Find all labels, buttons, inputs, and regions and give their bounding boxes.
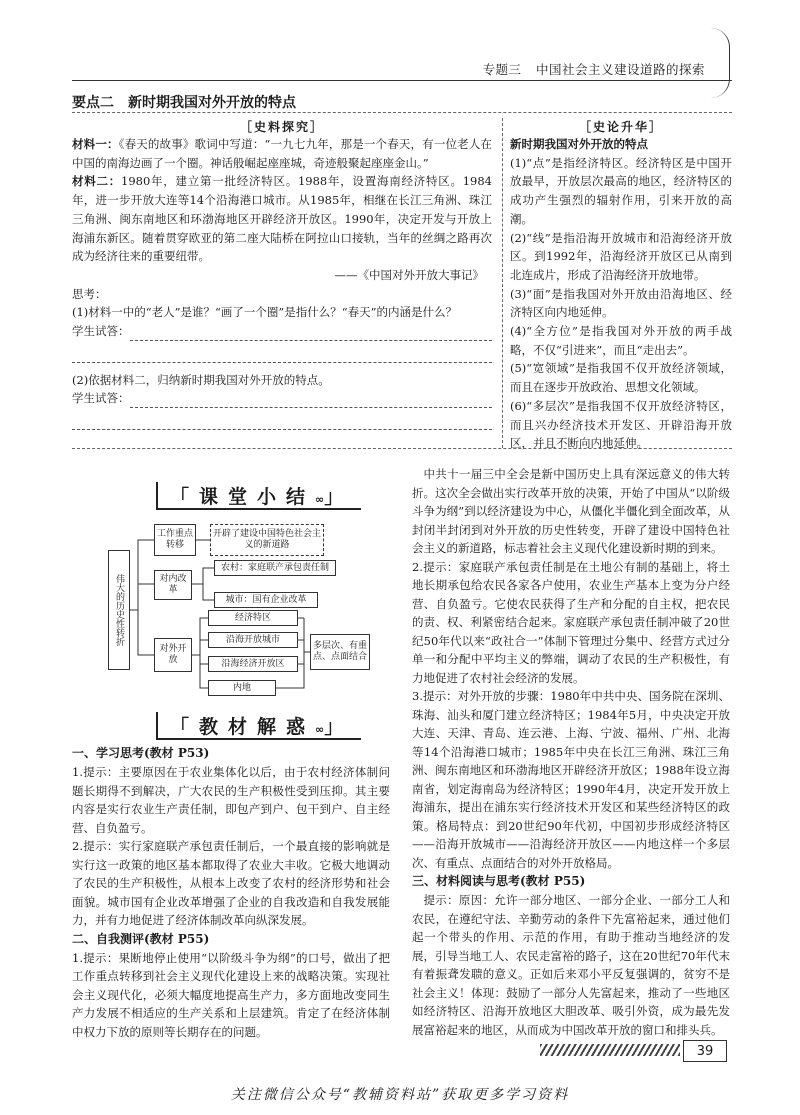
answer-text: 2.提示：实行家庭联产承包责任制后，一个最直接的影响就是实行这一政策的地区基本都取得了农业大丰收。它极大地调动了农民的生产积极性，从根本上改变了农村的经济形势和社会面貌。城市国有企业改革增强了企业的自我改造和自我发展能力，并有力地促进了经济体制改革向纵深发展。 xyxy=(72,839,390,927)
question-one: (1)材料一中的“老人”是谁？“画了一个圈”是指什么？“春天”的内涵是什么？ xyxy=(72,305,458,320)
list-item: (2)“线”是指沿海开放城市和沿海经济开放区。到1992年，沿海经济开放区已从南到北连成片，形成了沿海经济开放地带。 xyxy=(510,230,732,282)
source-analysis-panel xyxy=(72,118,492,430)
answer-label: 学生试答： xyxy=(72,324,130,339)
rural-node: 农村：家庭联产承包责任制 xyxy=(214,560,336,576)
external-node: 对外开放 xyxy=(154,638,192,672)
answer-text: 提示：原因：允许一部分地区、一部分企业、一部分工人和农民，在遵纪守法、辛勤劳动的条件下先富裕起来，通过他们起一个带头的作用、示范的作用，有助于推动当地经济的发展，引导当地工人、农民走富裕的路子，这在20世纪70年代末有着振聋发聩的意义。正如后来邓小平反复强调的，贫穷不是社会主义！体现：鼓励了一部分人先富起来，推动了一些地区如经济特区、沿海开放地区大胆改革、吸引外资，成为最先发展富裕起来的地区，从而成为中国改革开放的窗口和排头兵。 xyxy=(412,893,730,1037)
header-bracket xyxy=(711,28,730,98)
material-one: 《春天的故事》歌词中写道：“一九七九年，那是一个春天，有一位老人在中国的南海边画了一个圈。神话般崛起座座城，奇迹般聚起座座金山。” xyxy=(72,137,492,170)
footer-note: 关注微信公众号“教辅资料站”获取更多学习资料 xyxy=(230,1087,570,1103)
header-title: 中国社会主义建设道路的探索 xyxy=(535,62,705,77)
textbook-right-column xyxy=(412,465,730,1039)
answer-row xyxy=(72,322,492,341)
level-node: 沿海开放城市 xyxy=(208,632,298,648)
answer-input[interactable] xyxy=(130,392,493,408)
urban-node: 城市：国有企业改革 xyxy=(214,592,318,608)
answer-text: 1.提示：主要原因在于农业集体化以后，由于农村经济体制问题长期得不到解决，广大农民的生产积极性受到压抑。其主要内容是实行农业生产责任制，即包产到户、包干到户、自主经营、自负盈亏。 xyxy=(72,765,390,835)
answer-text: 1.提示：果断地停止使用“以阶级斗争为纲”的口号，做出了把工作重点转移到社会主义现代化建设上来的战略决策。实现社会主义现代化，必须大幅度地提高生产力，多方面地改变同生产力发展不相适应的生产关系和上层建筑。肯定了在经济体制中权力下放的原则等长期存在的问题。 xyxy=(72,950,390,1039)
section-title: 二、自我测评(教材 P55) xyxy=(72,931,210,946)
textbook-banner: 「教材解惑∞」 xyxy=(156,712,361,740)
column-divider xyxy=(502,118,503,448)
panel-title: 新时期我国对外开放的特点 xyxy=(510,137,648,151)
panel-heading: ［史料探究］ xyxy=(239,120,324,134)
material-label: 材料二： xyxy=(72,174,121,189)
domestic-node: 对内改革 xyxy=(154,570,192,600)
page-header xyxy=(482,60,705,78)
question-two: (2)依据材料二，归纳新时期我国对外开放的特点。 xyxy=(72,372,330,387)
list-item: (4)“全方位”是指我国对外开放的两手战略，不仅“引进来”，而且“走出去”。 xyxy=(510,324,732,357)
root-node: 伟大的历史性转折 xyxy=(108,550,130,670)
header-section: 专题三 xyxy=(482,62,522,77)
list-item: (6)“多层次”是指我国不仅开放经济特区，而且兴办经济技术开发区、开辟沿海开放区，并且不断向内地延伸。 xyxy=(510,398,732,451)
divider xyxy=(72,112,732,113)
feature-node: 多层次、有重点、点面结合 xyxy=(310,634,370,670)
level-node: 沿海经济开放区 xyxy=(208,656,298,672)
level-node: 经济特区 xyxy=(208,610,298,626)
shift-node: 工作重点转移 xyxy=(154,524,196,556)
material-label: 材料一： xyxy=(72,137,119,151)
infinity-icon: ∞ xyxy=(315,493,325,506)
list-item: (5)“宽领域”是指我国不仅开放经济领域，而且在逐步开放政治、思想文化领域。 xyxy=(510,361,732,395)
page-number: 39 xyxy=(683,1040,727,1062)
think-label: 思考： xyxy=(72,286,107,301)
infinity-icon: ∞ xyxy=(315,723,325,736)
material-two: 1980年，建立第一批经济特区。1988年，设置海南经济特区。1984年，进一步开放大连等14个沿海港口城市。从1985年，相继在长江三角洲、珠江三角洲、闽东南地区和环渤海地区开辟经济开放区。1990年，决定开发与开放上海浦东新区。随着贯穿欧亚的第二座大陆桥在阿拉山口接轨，当年的丝绸之路再次成为经济往来的重要纽带。 xyxy=(72,174,492,264)
answer-input[interactable] xyxy=(72,347,492,363)
level-node: 内地 xyxy=(208,680,276,696)
list-item: (3)“面”是指我国对外开放由沿海地区、经济特区向内地延伸。 xyxy=(510,286,732,320)
section-title: 一、学习思考(教材 P53) xyxy=(72,746,210,760)
summary-banner: 「课堂小结∞」 xyxy=(156,482,361,510)
theory-panel xyxy=(510,118,732,453)
answer-input[interactable] xyxy=(72,414,492,430)
answer-row xyxy=(72,389,492,408)
answer-text: 中共十一届三中全会是新中国历史上具有深远意义的伟大转折。这次全会做出实行改革开放的决策，开始了中国从“以阶级斗争为纲”到以经济建设为中心，从僵化半僵化到全面改革，从封闭半封闭到对外开放的历史性转变，开辟了建设中国特色社会主义的新道路，标志着社会主义现代化建设新时期的到来。 xyxy=(412,467,730,555)
header-rule xyxy=(72,80,732,81)
textbook-left-column xyxy=(72,744,390,1041)
panel-heading: ［史论升华］ xyxy=(578,120,663,134)
answer-text: 2.提示：家庭联产承包责任制是在土地公有制的基础上，将土地长期承包给农民各家各户使用，农业生产基本上变为分户经营、自负盈亏。它使农民获得了生产和分配的自主权，把农民的责、权、利紧密结合起来。家庭联产承包责任制冲破了20世纪50年代以来“政社合一”体制下管理过分集中、经营方式过分单一和分配中平均主义的弊端，调动了农民的生产积极性，有力地促进了农村社会经济的发展。 xyxy=(412,559,730,685)
list-item: (1)“点”是指经济特区。经济特区是中国开放最早，开放层次最高的地区，经济特区的成功产生强烈的辐射作用，引来开放的高潮。 xyxy=(510,155,732,226)
shift-result-node: 开辟了建设中国特色社会主义的新道路 xyxy=(210,524,324,556)
section-title: 三、材料阅读与思考(教材 P55) xyxy=(412,874,586,888)
answer-input[interactable] xyxy=(130,325,493,341)
answer-label: 学生试答： xyxy=(72,391,130,406)
material-source: ——《中国对外开放大事记》 xyxy=(334,267,484,282)
summary-diagram xyxy=(108,510,390,720)
page-decoration xyxy=(540,1044,680,1056)
answer-text: 3.提示：对外开放的步骤：1980年中共中央、国务院在深圳、珠海、汕头和厦门建立经济特区；1984年5月，中央决定开放大连、天津、青岛、连云港、上海、宁波、福州、广州、北海等14个沿海港口城市；1985年中央在长江三角洲、珠江三角洲、闽东南地区和环渤海地区开辟经济开放区；1988年设立海南省，划定海南岛为经济特区；1990年4月，决定开发开放上海浦东，提出在浦东实行经济技术开发区和某些经济特区的政策。格局特点：到20世纪90年代初，中国初步形成经济特区——沿海开放城市——沿海经济开放区——内地这样一个多层次、有重点、点面结合的对外开放格局。 xyxy=(412,689,730,870)
point-title: 要点二 新时期我国对外开放的特点 xyxy=(72,95,296,111)
